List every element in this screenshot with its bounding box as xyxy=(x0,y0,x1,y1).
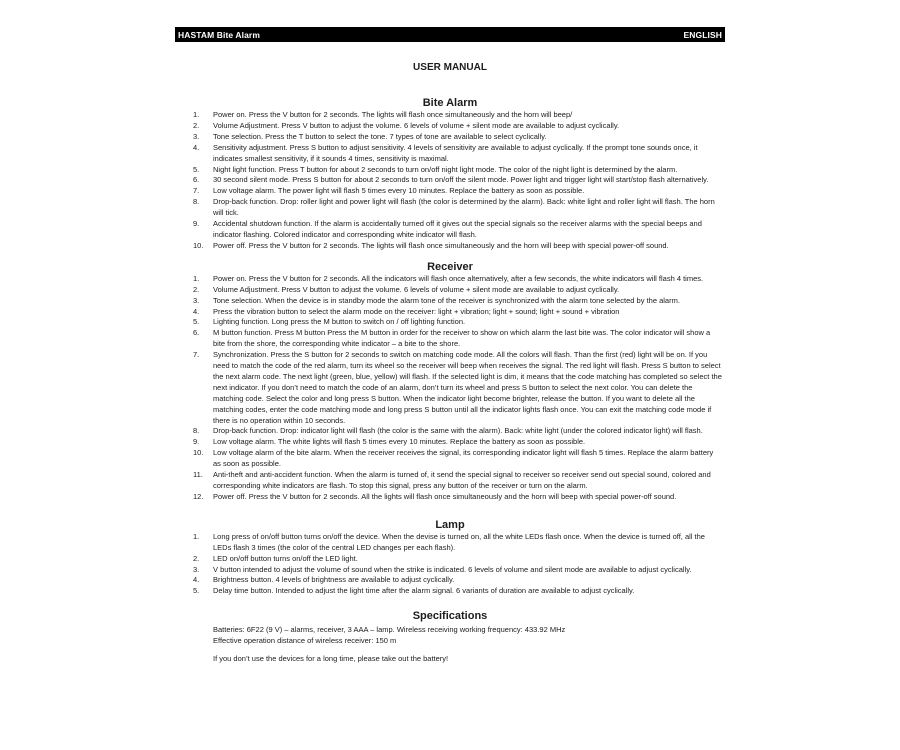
list-item xyxy=(175,575,725,586)
specifications-text xyxy=(213,625,722,665)
list-item xyxy=(175,492,725,503)
list-item-number: 11. xyxy=(193,470,203,480)
list-item xyxy=(175,328,725,350)
list-item-number: 3. xyxy=(193,131,200,141)
list-item-number: 5. xyxy=(193,164,200,174)
list-item-text: Volume Adjustment. Press V button to adjust the volume. 6 levels of volume + silent mode are available to adjust cyclically. xyxy=(213,120,620,130)
section-heading-bite-alarm: Bite Alarm xyxy=(422,97,478,109)
list-item-number: 1. xyxy=(193,273,200,283)
list-item-text: Tone selection. Press the T button to select the tone. 7 types of tone are available to select cyclically. xyxy=(213,131,547,141)
list-item xyxy=(175,285,725,296)
list-item xyxy=(175,350,725,426)
list-item-number: 12. xyxy=(193,491,204,501)
list-item-number: 10. xyxy=(193,448,204,458)
list-item-text: Night light function. Press T button for about 2 seconds to turn on/off night light mode. The color of the night light is determined by the alarm. xyxy=(213,164,678,174)
list-item-number: 2. xyxy=(193,284,200,294)
section-heading-receiver: Receiver xyxy=(427,260,473,273)
list-item xyxy=(175,197,725,219)
list-item-number: 10. xyxy=(193,240,204,250)
list-item xyxy=(175,426,725,437)
language-label: ENGLISH xyxy=(683,29,722,40)
list-item-number: 3. xyxy=(193,564,200,574)
list-item xyxy=(175,296,725,307)
list-item-number: 6. xyxy=(193,175,200,185)
list-item-text: Accidental shutdown function. If the alarm is accidentally turned off it gives out the special signals so the receiver alarms with the special beeps and indicator flashing. Colored indicator and corresponding white indicator will flash. xyxy=(213,219,702,239)
list-item-number: 3. xyxy=(193,295,200,305)
battery-note: If you don’t use the devices for a long time, please take out the battery! xyxy=(213,654,449,664)
list-item-text: Volume Adjustment. Press V button to adjust the volume. 6 levels of volume + silent mode are available to adjust cyclically. xyxy=(213,284,620,294)
list-item xyxy=(175,132,725,143)
list-item-text: Synchronization. Press the S button for 2 seconds to switch on matching code mode. All the colors will flash. Than the first (red) light will be on. If you need to match the code of the red alarm, turn its wheel so the receiver will beep when receives the signal. The red light will flash. Press S button to select the next alarm code. The next light (green, blue, yellow) will flash. If the selected light is dim, it means that the code matching has completed so select the next indicator. If you don’t need to match the code of an alarm, don’t turn its wheel and press S button to select the next color. You can delete the matching code. Select the color and long press S button. When the indicator light become brighter, release the button. If you want to delete all the matching codes, enter the code matching mode and long press S button until all the indicator lights flash once. You can exit the matching code mode if there is no operation within 10 seconds. xyxy=(213,350,722,425)
list-item xyxy=(175,470,725,492)
lamp-list xyxy=(175,532,725,597)
list-item-number: 7. xyxy=(193,186,200,196)
list-item-number: 6. xyxy=(193,328,200,338)
list-item xyxy=(175,143,725,165)
list-item xyxy=(175,186,725,197)
list-item-number: 4. xyxy=(193,575,200,585)
list-item-text: M button function. Press M button Press the M button in order for the receiver to show on which alarm the last bite was. The color indicator will show a bite from the shore, the corresponding white indicator – a bite to the shore. xyxy=(213,328,711,349)
list-item-text: Lighting function. Long press the M button to switch on / off lighting function. xyxy=(213,317,466,327)
list-item xyxy=(175,437,725,448)
list-item xyxy=(175,532,725,554)
list-item xyxy=(175,554,725,565)
list-item-number: 9. xyxy=(193,437,200,447)
spec-line-distance: Effective operation distance of wireless receiver: 150 m xyxy=(213,636,397,646)
list-item xyxy=(175,307,725,318)
spec-line-batteries: Batteries: 6F22 (9 V) – alarms, receiver, 3 AAA – lamp. Wireless receiving working frequency: 433.92 MHz xyxy=(213,625,566,635)
list-item xyxy=(175,565,725,576)
list-item-number: 4. xyxy=(193,142,200,152)
list-item-number: 5. xyxy=(193,586,200,596)
list-item-text: Power off. Press the V button for 2 seconds. All the lights will flash once simultaneously and the horn will beep with special power-off sound. xyxy=(213,491,677,501)
list-item-number: 2. xyxy=(193,120,200,130)
list-item-text: Press the vibration button to select the alarm mode on the receiver: light + vibration; light + sound; light + sound + vibration xyxy=(213,306,620,316)
list-item-number: 9. xyxy=(193,219,200,229)
list-item-number: 1. xyxy=(193,110,200,119)
receiver-list xyxy=(175,274,725,503)
list-item-number: 7. xyxy=(193,350,200,360)
list-item-text: LED on/off button turns on/off the LED light. xyxy=(213,553,358,563)
list-item-text: Power on. Press the V button for 2 seconds. The lights will flash once simultaneously and the horn will beep/ xyxy=(213,110,573,119)
list-item-number: 1. xyxy=(193,531,200,541)
list-item-text: Long press of on/off button turns on/off the device. When the devise is turned on, all the white LEDs flash once. When the device is turned off, all the LEDs flash 3 times (the color of the central LED changes per each flash). xyxy=(213,531,705,552)
list-item xyxy=(175,241,725,252)
list-item xyxy=(175,586,725,597)
list-item xyxy=(175,121,725,132)
section-heading-lamp: Lamp xyxy=(435,518,465,531)
list-item-text: V button intended to adjust the volume of sound when the strike is indicated. 6 levels of volume and silent mode are available to adjust cyclically. xyxy=(213,564,692,574)
list-item xyxy=(175,448,725,470)
list-item-number: 5. xyxy=(193,317,200,327)
list-item xyxy=(175,110,725,121)
bite-alarm-list xyxy=(175,110,725,252)
list-item-text: Anti-theft and anti-accident function. When the alarm is turned of, it send the special signal to receiver so receiver send out special sound, colored and corresponding white indicators are flash. To stop this signal, press any button of the receiver or turn on the alarm. xyxy=(213,470,711,490)
section-heading-specifications: Specifications xyxy=(412,610,488,623)
page-title: USER MANUAL xyxy=(413,62,487,73)
list-item-text: Delay time button. Intended to adjust the light time after the alarm signal. 6 variants of duration are available to adjust cyclically. xyxy=(213,586,635,596)
list-item-text: Brightness button. 4 levels of brightness are available to adjust cyclically. xyxy=(213,575,455,585)
list-item-number: 8. xyxy=(193,197,200,207)
list-item-text: Power off. Press the V button for 2 seconds. The lights will flash once simultaneously and the horn will beep with special power-off sound. xyxy=(213,240,669,250)
list-item-text: Power on. Press the V button for 2 seconds. All the indicators will flash once alternatively, after a few seconds, the white indicators will flash 4 times. xyxy=(213,273,704,283)
list-item-number: 4. xyxy=(193,306,200,316)
manual-document xyxy=(175,27,725,665)
product-name: HASTAM Bite Alarm xyxy=(178,29,260,40)
list-item-text: Drop-back function. Drop: roller light and power light will flash (the color is determined by the alarm). Back: white light and roller light will flash. The horn will tick. xyxy=(213,197,715,218)
list-item-number: 2. xyxy=(193,553,200,563)
list-item-text: Low voltage alarm. The power light will flash 5 times every 10 minutes. Replace the battery as soon as possible. xyxy=(213,186,585,196)
list-item-text: Low voltage alarm. The white lights will flash 5 times every 10 minutes. Replace the battery as soon as possible. xyxy=(213,437,586,447)
list-item-text: Drop-back function. Drop: indicator light will flash (the color is the same with the alarm). Back: white light (under the colored indicator light) will flash. xyxy=(213,426,703,436)
list-item-text: 30 second silent mode. Press S button for about 2 seconds to turn on/off the silent mode. Power light and trigger light will start/stop flash alternatively. xyxy=(213,175,709,185)
list-item-number: 8. xyxy=(193,426,200,436)
list-item-text: Sensitivity adjustment. Press S button to adjust sensitivity. 4 levels of sensitivity are available to adjust cyclically. If the prompt tone sounds once, it indicates smallest sensitivity, if it sounds 4 times, sensitivity is maximal. xyxy=(213,142,698,163)
list-item xyxy=(175,219,725,241)
header-bar xyxy=(175,27,725,42)
list-item-text: Low voltage alarm of the bite alarm. When the receiver receives the signal, its corresponding indicator light will flash 5 times. Replace the alarm battery as soon as possible. xyxy=(213,448,714,469)
list-item xyxy=(175,274,725,285)
list-item-text: Tone selection. When the device is in standby mode the alarm tone of the receiver is synchronized with the alarm tone selected by the alarm. xyxy=(213,295,680,305)
list-item xyxy=(175,175,725,186)
list-item xyxy=(175,317,725,328)
list-item xyxy=(175,165,725,176)
